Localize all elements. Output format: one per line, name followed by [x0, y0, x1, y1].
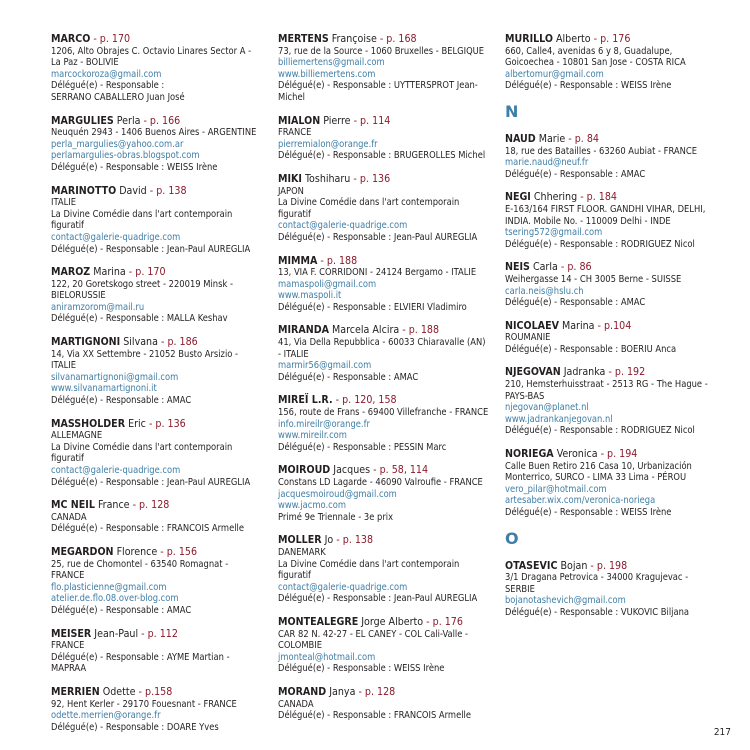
artist-detail: Délégué(e) - Responsable : MALLA Keshav: [51, 313, 228, 325]
page-reference: - p. 128: [358, 685, 396, 698]
artist-surname: MARTIGNONI: [51, 336, 121, 349]
artist-heading: [51, 628, 263, 641]
artist-detail: Calle Buen Retiro 216 Casa 10, Urbanización Monterrico, SURCO - LIMA 33 Lima - PÉROU: [505, 460, 692, 484]
page-reference: - p. 58, 114: [373, 464, 429, 477]
artist-link[interactable]: www.mireilr.com: [278, 430, 347, 442]
artist-heading: [505, 448, 717, 461]
artist-surname: MEISER: [51, 627, 92, 640]
artist-link[interactable]: perla_margulies@yahoo.com.ar: [51, 138, 184, 150]
artist-detail: 41, Via Della Repubblica - 60033 Chiaravalle (AN) - ITALIE: [278, 337, 486, 360]
page-reference: - p. 114: [353, 114, 391, 127]
artist-detail: Délégué(e) - Responsable : BRUGEROLLES Michel: [278, 150, 486, 162]
artist-heading: [51, 546, 263, 559]
artist-entry: [278, 534, 490, 605]
artist-link[interactable]: odette.merrien@orange.fr: [51, 710, 161, 722]
artist-surname: NEIS: [505, 261, 530, 274]
page-reference: - p.104: [597, 319, 632, 332]
artist-surname: NORIEGA: [505, 448, 554, 461]
artist-firstname: Florence: [116, 545, 158, 558]
artist-surname: MASSHOLDER: [51, 417, 126, 430]
page-reference: - p. 136: [148, 417, 186, 430]
page-reference: - p. 198: [590, 559, 628, 572]
artist-detail: FRANCE: [278, 127, 312, 139]
artist-firstname: Marina: [561, 319, 595, 332]
artist-heading: [51, 33, 263, 46]
page-number: 217: [713, 727, 731, 738]
artist-heading: [505, 560, 717, 573]
artist-surname: MIRANDA: [278, 324, 330, 337]
artist-link[interactable]: vero_pilar@hotmail.com: [505, 483, 607, 495]
artist-entry: [278, 33, 490, 104]
artist-detail: DANEMARK: [278, 546, 326, 558]
artist-entry: [51, 33, 263, 104]
artist-entry: [51, 418, 263, 489]
column-1: [51, 33, 263, 744]
page-reference: - p. 138: [336, 534, 374, 547]
artist-entry: [505, 33, 717, 92]
artist-link[interactable]: www.jadrankanjegovan.nl: [505, 413, 613, 425]
artist-heading: [51, 115, 263, 128]
artist-surname: MEGARDON: [51, 545, 114, 558]
artist-detail: 210, Hemsterhuisstraat - 2513 RG - The Hague - PAYS-BAS: [505, 379, 708, 402]
page-reference: - p. 84: [568, 132, 599, 145]
page-reference: - p. 188: [320, 254, 358, 267]
artist-detail: ALLEMAGNE: [51, 430, 103, 442]
artist-detail: CANADA: [51, 511, 87, 523]
artist-detail: 660, Calle4, avenidas 6 y 8, Guadalupe, Goicoechea - 10801 San Jose - COSTA RICA: [505, 45, 686, 69]
artist-surname: MIKI: [278, 172, 302, 185]
artist-detail: CAR 82 N. 42-27 - EL CANEY - COL Cali-Valle - COLOMBIE: [278, 628, 469, 652]
column-3: [505, 33, 717, 630]
page-reference: - p. 184: [580, 191, 617, 204]
artist-heading: [51, 185, 263, 198]
artist-entry: [278, 255, 490, 314]
artist-firstname: David: [119, 184, 147, 197]
artist-detail: Délégué(e) - Responsable : Jean-Paul AUREGLIA: [278, 231, 478, 243]
artist-entry: [505, 320, 717, 356]
artist-detail: Délégué(e) - Responsable : UYTTERSPROT Jean-Michel: [278, 80, 478, 103]
artist-entry: [278, 394, 490, 453]
artist-surname: MIREÏ L.R.: [278, 394, 333, 407]
artist-link[interactable]: contact@galerie-quadrige.com: [51, 231, 181, 243]
artist-firstname: Toshiharu: [305, 172, 351, 185]
artist-entry: [51, 185, 263, 256]
artist-detail: E-163/164 FIRST FLOOR. GANDHI VIHAR, DELHI, INDIA. Mobile No. - 110009 Delhi - INDE: [505, 203, 706, 227]
artist-firstname: Pierre: [323, 114, 351, 127]
artist-surname: NAUD: [505, 132, 536, 145]
artist-link[interactable]: marie.naud@neuf.fr: [505, 157, 589, 169]
artist-firstname: Odette: [102, 685, 136, 698]
artist-entry: [51, 628, 263, 675]
artist-detail: 25, rue de Chomontel - 63540 Romagnat - FRANCE: [51, 558, 229, 582]
artist-firstname: Jorge Alberto: [361, 615, 424, 628]
artist-detail: Délégué(e) - Responsable : WEISS Irène: [505, 507, 672, 518]
artist-detail: 13, VIA F. CORRIDONI - 24124 Bergamo - ITALIE: [278, 267, 477, 279]
artist-link[interactable]: artesaber.wix.com/veronica-noriega: [505, 495, 656, 507]
artist-detail: 1206, Alto Obrajes C. Octavio Linares Sector A - La Paz - BOLIVIE: [51, 45, 252, 69]
page-reference: - p. 170: [128, 266, 166, 279]
artist-detail: Délégué(e) - Responsable : AMAC: [505, 297, 646, 309]
artist-detail: Délégué(e) - Responsable : VUKOVIC Biljana: [505, 606, 690, 618]
artist-detail: Délégué(e) - Responsable : FRANCOIS Armelle: [278, 710, 472, 722]
artist-firstname: Eric: [128, 417, 146, 430]
artist-surname: MIALON: [278, 114, 321, 127]
artist-detail: 92, Hent Kerler - 29170 Fouesnant - FRANCE: [51, 698, 237, 710]
artist-detail: Délégué(e) - Responsable : WEISS Irène: [278, 663, 445, 675]
artist-link[interactable]: www.maspoli.it: [278, 290, 342, 302]
artist-detail: Délégué(e) - Responsable : RODRIGUEZ Nicol: [505, 238, 695, 250]
artist-entry: [278, 616, 490, 675]
artist-heading: [51, 266, 263, 279]
artist-entry: [51, 266, 263, 325]
artist-firstname: France: [97, 499, 130, 512]
artist-firstname: Marie: [538, 132, 566, 145]
artist-entry: [51, 499, 263, 535]
artist-detail: Délégué(e) - Responsable : Jean-Paul AUREGLIA: [51, 476, 251, 488]
artist-heading: [278, 616, 490, 629]
artist-heading: [278, 173, 490, 186]
artist-heading: [278, 394, 490, 407]
artist-detail: Délégué(e) - Responsable : AYME Martian - MAPRAA: [51, 651, 230, 675]
artist-detail: Constans LD Lagarde - 46090 Valroufie - FRANCE: [278, 477, 483, 488]
artist-heading: [505, 366, 717, 379]
artist-link[interactable]: pierremialon@orange.fr: [278, 138, 378, 150]
artist-heading: [505, 133, 717, 146]
artist-heading: [278, 33, 490, 46]
page-reference: - p. 192: [608, 366, 646, 379]
artist-detail: 122, 20 Goretskogo street - 220019 Minsk - BIELORUSSIE: [51, 278, 233, 302]
page-reference: - p. 128: [132, 499, 170, 512]
column-2: [278, 33, 490, 733]
artist-entry: [278, 686, 490, 722]
artist-firstname: Bojan: [560, 559, 588, 572]
artist-link[interactable]: contact@galerie-quadrige.com: [51, 465, 181, 476]
artist-detail: Délégué(e) - Responsable : AMAC: [51, 395, 192, 407]
artist-link[interactable]: njegovan@planet.nl: [505, 402, 589, 414]
artist-heading: [278, 255, 490, 268]
artist-detail: Délégué(e) - Responsable : ELVIERI Vladimiro: [278, 301, 467, 313]
artist-firstname: Janya: [329, 685, 356, 698]
artist-link[interactable]: www.jacmo.com: [278, 500, 346, 512]
artist-detail: 156, route de Frans - 69400 Villefranche - FRANCE: [278, 407, 489, 419]
page-reference: - p. 112: [141, 627, 178, 640]
section-letter: O: [505, 528, 519, 548]
artist-detail: Weihergasse 14 - CH 3005 Berne - SUISSE: [505, 273, 682, 285]
artist-detail: CANADA: [278, 698, 314, 710]
artist-heading: [51, 418, 263, 431]
section-letter: N: [505, 101, 519, 121]
artist-detail: Délégué(e) - Responsable : AMAC: [278, 371, 419, 383]
artist-heading: [278, 686, 490, 699]
page-reference: - p. 176: [426, 615, 463, 628]
artist-entry: [278, 173, 490, 244]
artist-surname: MOIROUD: [278, 464, 331, 477]
page-reference: - p. 166: [143, 114, 181, 127]
artist-link[interactable]: www.billiemertens.com: [278, 68, 376, 80]
artist-surname: MORAND: [278, 685, 327, 698]
artist-detail: Délégué(e) - Responsable : AMAC: [51, 604, 192, 616]
page-reference: - p. 176: [593, 33, 631, 45]
artist-detail: Délégué(e) - Responsable : Jean-Paul AUREGLIA: [51, 243, 251, 255]
artist-surname: MARGULIES: [51, 114, 114, 127]
artist-firstname: Marina: [93, 266, 126, 279]
artist-entry: [505, 560, 717, 619]
artist-link[interactable]: billiemertens@gmail.com: [278, 57, 385, 69]
page-reference: - p. 186: [160, 336, 198, 349]
artist-firstname: Chhering: [533, 191, 578, 204]
artist-firstname: Veronica: [556, 448, 598, 461]
artist-heading: [51, 499, 263, 512]
artist-detail: La Divine Comédie dans l'art contemporain figuratif: [51, 441, 233, 465]
artist-entry: [505, 261, 717, 308]
artist-surname: NEGI: [505, 191, 531, 204]
artist-heading: [51, 686, 263, 699]
artist-heading: [278, 464, 490, 477]
artist-firstname: Jo: [324, 534, 334, 547]
artist-link[interactable]: tsering572@gmail.com: [505, 227, 603, 239]
artist-detail: Délégué(e) - Responsable : Jean-Paul AUREGLIA: [278, 593, 478, 605]
artist-surname: MONTEALEGRE: [278, 615, 359, 628]
artist-link[interactable]: marmir56@gmail.com: [278, 360, 372, 372]
artist-firstname: Carla: [532, 261, 558, 274]
artist-entry: [505, 133, 717, 180]
artist-link[interactable]: carla.neis@hslu.ch: [505, 285, 584, 297]
artist-entry: [51, 336, 263, 407]
artist-link[interactable]: mamaspoli@gmail.com: [278, 278, 377, 290]
artist-link[interactable]: atelier.de.flo.08.over-blog.com: [51, 593, 179, 605]
artist-surname: NICOLAEV: [505, 319, 559, 332]
artist-surname: MARCO: [51, 33, 91, 45]
artist-detail: FRANCE: [51, 640, 85, 652]
artist-detail: 73, rue de la Source - 1060 Bruxelles - BELGIQUE: [278, 45, 485, 57]
artist-link[interactable]: www.silvanamartignoni.it: [51, 383, 157, 395]
artist-surname: MAROZ: [51, 266, 91, 279]
artist-heading: [505, 320, 717, 333]
page-reference: - p. 86: [560, 261, 592, 274]
artist-detail: Délégué(e) - Responsable : WEISS Irène: [505, 80, 672, 92]
artist-detail: SERRANO CABALLERO Juan José: [51, 91, 185, 103]
artist-surname: NJEGOVAN: [505, 366, 561, 379]
page-reference: - p. 194: [600, 448, 638, 461]
artist-heading: [505, 33, 717, 46]
artist-link[interactable]: bojanotashevich@gmail.com: [505, 595, 626, 607]
artist-detail: 3/1 Dragana Petrovica - 34000 Kragujevac - SERBIE: [505, 572, 689, 595]
artist-detail: La Divine Comédie dans l'art contemporain figuratif: [278, 558, 460, 582]
artist-detail: 18, rue des Batailles - 63260 Aubiat - FRANCE: [505, 145, 698, 157]
artist-link[interactable]: albertomur@gmail.com: [505, 68, 604, 80]
artist-detail: Délégué(e) - Responsable : PESSIN Marc: [278, 441, 447, 453]
artist-detail: JAPON: [278, 185, 304, 197]
artist-detail: Délégué(e) - Responsable : BOERIU Anca: [505, 343, 677, 355]
artist-surname: MERTENS: [278, 33, 329, 45]
artist-firstname: Jadranka: [563, 366, 606, 379]
page-reference: - p. 138: [149, 184, 187, 197]
artist-link[interactable]: silvanamartignoni@gmail.com: [51, 371, 179, 383]
artist-heading: [51, 336, 263, 349]
artist-detail: ROUMANIE: [505, 332, 551, 344]
artist-entry: [505, 448, 717, 519]
artist-link[interactable]: contact@galerie-quadrige.com: [278, 220, 408, 232]
artist-link[interactable]: marcockoroza@gmail.com: [51, 68, 162, 80]
artist-firstname: Alberto: [556, 33, 591, 45]
artist-link[interactable]: jmonteal@hotmail.com: [278, 651, 376, 663]
artist-entry: [278, 324, 490, 383]
artist-entry: [505, 366, 717, 437]
page-reference: - p. 168: [379, 33, 417, 45]
artist-detail: ITALIE: [51, 197, 76, 209]
artist-firstname: Jean-Paul: [94, 627, 139, 640]
artist-detail: Primé 9e Triennale - 3e prix: [278, 511, 394, 523]
artist-heading: [505, 191, 717, 204]
artist-detail: Délégué(e) - Responsable : WEISS Irène: [51, 161, 218, 173]
page-reference: - p. 156: [160, 545, 198, 558]
artist-detail: La Divine Comédie dans l'art contemporain figuratif: [51, 208, 233, 232]
artist-entry: [505, 191, 717, 250]
artist-surname: MARINOTTO: [51, 184, 117, 197]
artist-entry: [51, 546, 263, 617]
artist-entry: [51, 686, 263, 733]
artist-heading: [278, 534, 490, 547]
artist-surname: MURILLO: [505, 33, 553, 45]
page-reference: - p. 120, 158: [335, 394, 397, 407]
artist-surname: OTASEVIC: [505, 559, 558, 572]
artist-entry: [278, 464, 490, 523]
artist-link[interactable]: aniramzorom@mail.ru: [51, 301, 145, 313]
artist-heading: [505, 261, 717, 274]
page-reference: - p. 170: [93, 33, 131, 45]
artist-entry: [278, 115, 490, 162]
artist-firstname: Silvana: [123, 336, 158, 349]
artist-surname: MERRIEN: [51, 685, 100, 698]
artist-surname: MIMMA: [278, 254, 318, 267]
artist-firstname: Marcela Alcira: [332, 324, 400, 337]
artist-detail: Délégué(e) - Responsable :: [51, 80, 165, 92]
artist-heading: [278, 324, 490, 337]
artist-link[interactable]: perlamargulies-obras.blogspot.com: [51, 150, 200, 162]
artist-firstname: Jacques: [333, 464, 371, 477]
artist-detail: Délégué(e) - Responsable : FRANCOIS Armelle: [51, 523, 245, 535]
page-reference: - p. 188: [402, 324, 440, 337]
artist-firstname: Françoise: [331, 33, 377, 45]
artist-detail: La Divine Comédie dans l'art contemporain figuratif: [278, 197, 460, 220]
artist-detail: Neuquén 2943 - 1406 Buenos Aires - ARGENTINE: [51, 127, 257, 139]
page-reference: - p. 136: [353, 172, 391, 185]
artist-link[interactable]: contact@galerie-quadrige.com: [278, 581, 408, 593]
artist-surname: MOLLER: [278, 534, 322, 547]
artist-link[interactable]: jacquesmoiroud@gmail.com: [278, 488, 397, 500]
artist-detail: Délégué(e) - Responsable : RODRIGUEZ Nicol: [505, 425, 695, 437]
artist-firstname: Perla: [116, 114, 141, 127]
artist-surname: MC NEIL: [51, 499, 95, 512]
artist-link[interactable]: flo.plasticienne@gmail.com: [51, 581, 167, 593]
artist-entry: [51, 115, 263, 174]
artist-link[interactable]: info.mireilr@orange.fr: [278, 418, 370, 430]
artist-detail: Délégué(e) - Responsable : AMAC: [505, 168, 646, 180]
artist-detail: Délégué(e) - Responsable : DOARE Yves: [51, 721, 219, 733]
page-reference: - p.158: [138, 685, 173, 698]
artist-heading: [278, 115, 490, 128]
artist-detail: 14, Via XX Settembre - 21052 Busto Arsizio - ITALIE: [51, 348, 239, 372]
